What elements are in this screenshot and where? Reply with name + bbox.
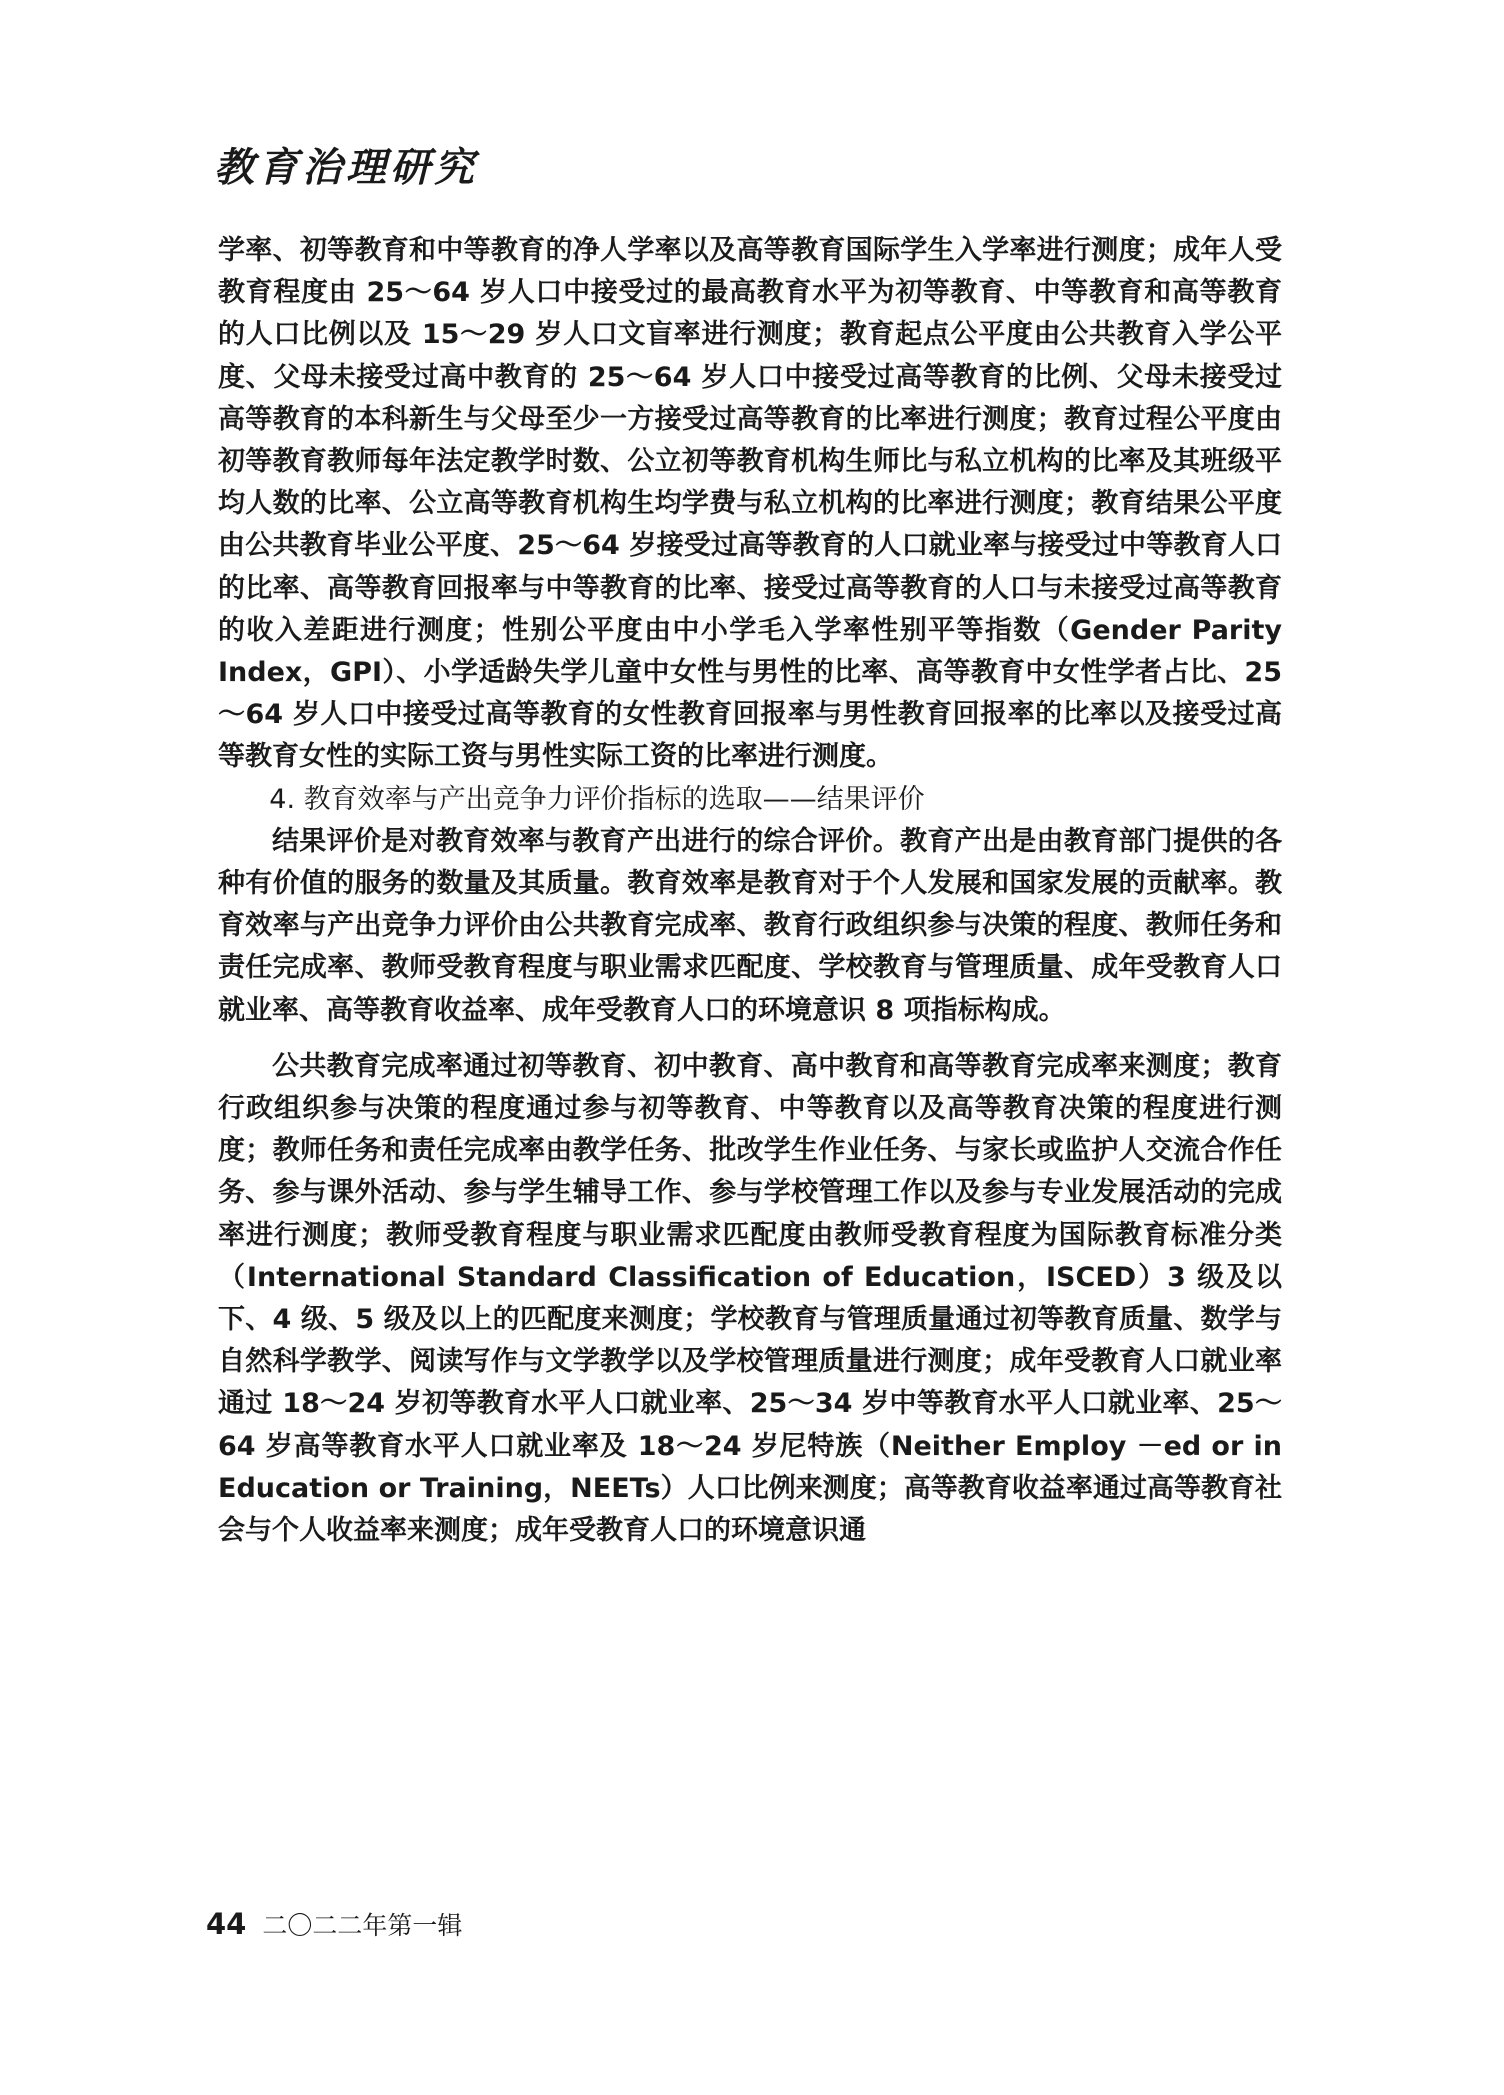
journal-header-title: 教育治理研究	[214, 144, 478, 191]
issue-label: 二〇二二年第一辑	[262, 1911, 463, 1940]
page-number: 44	[206, 1907, 247, 1941]
article-body	[218, 230, 1282, 1552]
paragraph-completion-rate-measures: 公共教育完成率通过初等教育、初中教育、高中教育和高等教育完成率来测度；教育行政组织参与决策的程度通过参与初等教育、中等教育以及高等教育决策的程度进行测度；教师任务和责任完成率由教学任务、批改学生作业任务、与家长或监护人交流合作任务、参与课外活动、参与学生辅导工作、参与学校管理工作以及参与专业发展活动的完成率进行测度；教师受教育程度与职业需求匹配度由教师受教育程度为国际教育标准分类（International Standard Classification of Education，ISCED）3 级及以下、4 级、5 级及以上的匹配度来测度；学校教育与管理质量通过初等教育质量、数学与自然科学教学、阅读写作与文学教学以及学校管理质量进行测度；成年受教育人口就业率通过 18～24 岁初等教育水平人口就业率、25～34 岁中等教育水平人口就业率、25～64 岁高等教育水平人口就业率及 18～24 岁尼特族（Neither Employ －ed or in Education or Training，NEETs）人口比例来测度；高等教育收益率通过高等教育社会与个人收益率来测度；成年受教育人口的环境意识通	[218, 1050, 1282, 1547]
paragraph-outcome-evaluation: 结果评价是对教育效率与教育产出进行的综合评价。教育产出是由教育部门提供的各种有价值的服务的数量及其质量。教育效率是教育对于个人发展和国家发展的贡献率。教育效率与产出竞争力评价由公共教育完成率、教育行政组织参与决策的程度、教师任务和责任完成率、教师受教育程度与职业需求匹配度、学校教育与管理质量、成年受教育人口就业率、高等教育收益率、成年受教育人口的环境意识 8 项指标构成。	[218, 825, 1282, 1026]
section-heading-4: 4. 教育效率与产出竞争力评价指标的选取——结果评价	[269, 783, 925, 815]
page-footer	[206, 1906, 462, 1942]
paragraph-equity-indicators: 学率、初等教育和中等教育的净人学率以及高等教育国际学生入学率进行测度；成年人受教育程度由 25～64 岁人口中接受过的最高教育水平为初等教育、中等教育和高等教育的人口比例以及 15～29 岁人口文盲率进行测度；教育起点公平度由公共教育入学公平度、父母未接受过高中教育的 25～64 岁人口中接受过高等教育的比例、父母未接受过高等教育的本科新生与父母至少一方接受过高等教育的比率进行测度；教育过程公平度由初等教育教师每年法定教学时数、公立初等教育机构生师比与私立机构的比率及其班级平均人数的比率、公立高等教育机构生均学费与私立机构的比率进行测度；教育结果公平度由公共教育毕业公平度、25～64 岁接受过高等教育的人口就业率与接受过中等教育人口的比率、高等教育回报率与中等教育的比率、接受过高等教育的人口与未接受过高等教育的收入差距进行测度；性别公平度由中小学毛入学率性别平等指数（Gender Parity Index，GPI）、小学适龄失学儿童中女性与男性的比率、高等教育中女性学者占比、25～64 岁人口中接受过高等教育的女性教育回报率与男性教育回报率的比率以及接受过高等教育女性的实际工资与男性实际工资的比率进行测度。	[218, 235, 1282, 773]
